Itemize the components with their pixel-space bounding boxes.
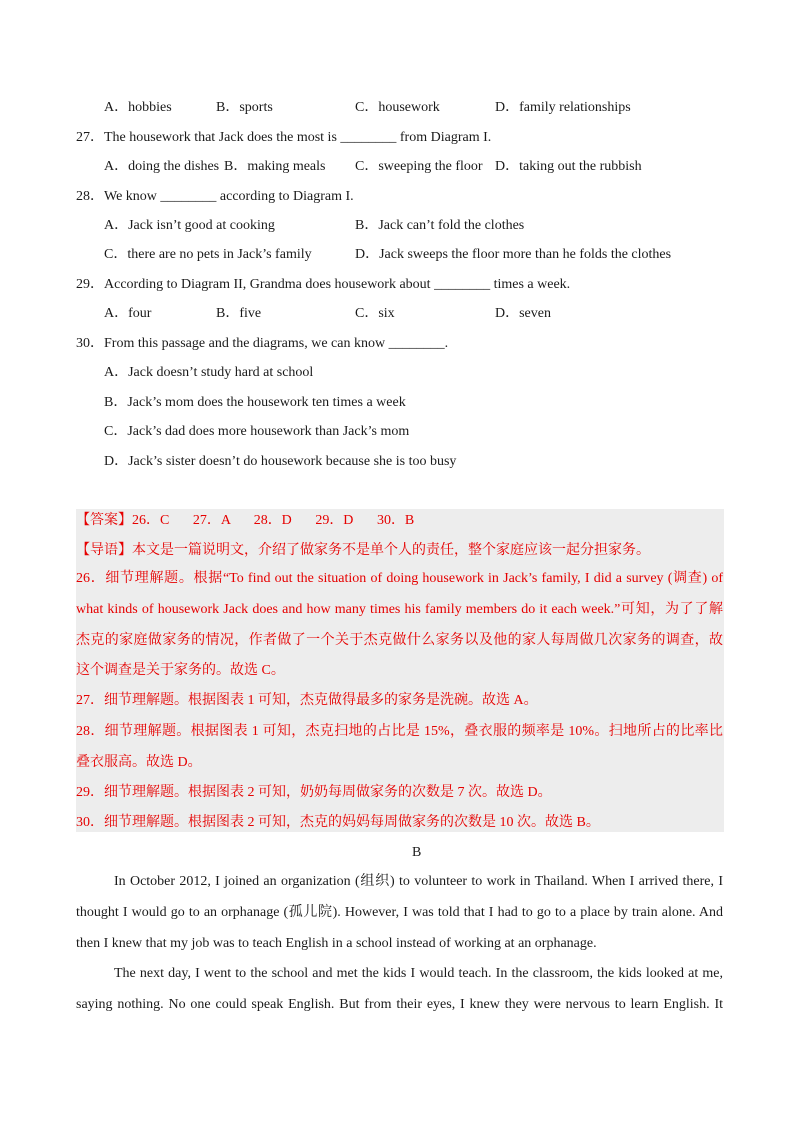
explanation-26-line-3: 杰克的家庭做家务的情况，作者做了一个关于杰克做什么家务以及他的家人每周做几次家务的调查，故 <box>76 633 723 648</box>
q27-stem: 27．The housework that Jack does the most is ________ from Diagram I. <box>76 130 492 145</box>
passage-p2-line-1: The next day, I went to the school and met the kids I would teach. In the classroom, the kids looked at me, <box>114 966 723 981</box>
q26-option-b: B．sports <box>216 100 273 115</box>
q28-option-c: C．there are no pets in Jack’s family <box>104 247 312 262</box>
explanation-26-line-1: 26．细节理解题。根据“To find out the situation of doing housework in Jack’s family, I did a survey (调查) of <box>76 571 723 586</box>
q27-option-b: B．making meals <box>224 159 326 174</box>
q26-option-d: D．family relationships <box>495 100 631 115</box>
q27-option-c: C．sweeping the floor <box>355 159 483 174</box>
guide-label: 【导语】 <box>76 543 132 558</box>
q26-option-c: C．housework <box>355 100 440 115</box>
q27-option-a: A．doing the dishes <box>104 159 220 174</box>
guide-text: 本文是一篇说明文，介绍了做家务不是单个人的责任，整个家庭应该一起分担家务。 <box>132 543 650 558</box>
q26-option-a: A．hobbies <box>104 100 172 115</box>
explanation-29: 29．细节理解题。根据图表 2 可知，奶奶每周做家务的次数是 7 次。故选 D。 <box>76 785 552 800</box>
answer-26: 26．C <box>132 513 170 528</box>
explanation-27: 27．细节理解题。根据图表 1 可知，杰克做得最多的家务是洗碗。故选 A。 <box>76 693 538 708</box>
answer-28: 28．D <box>253 513 292 528</box>
explanation-28-line-1: 28．细节理解题。根据图表 1 可知，杰克扫地的占比是 15%，叠衣服的频率是 10%。扫地所占的比率比 <box>76 724 723 739</box>
q30-option-c: C．Jack’s dad does more housework than Jack’s mom <box>104 424 410 439</box>
passage-p1-line-1: In October 2012, I joined an organization (组织) to volunteer to work in Thailand. When I arrived there, I <box>114 874 723 889</box>
explanation-26-line-2: what kinds of housework Jack does and how many times his family members do it each week.”可知，为了了解 <box>76 602 723 617</box>
q30-stem: 30．From this passage and the diagrams, we can know ________. <box>76 336 449 351</box>
q27-option-d: D．taking out the rubbish <box>495 159 642 174</box>
q28-option-a: A．Jack isn’t good at cooking <box>104 218 275 233</box>
q30-option-d: D．Jack’s sister doesn’t do housework because she is too busy <box>104 454 457 469</box>
answer-line <box>76 511 414 531</box>
explanation-28-line-2: 叠衣服高。故选 D。 <box>76 755 202 770</box>
q28-stem: 28．We know ________ according to Diagram I. <box>76 189 354 204</box>
explanation-26-line-4: 这个调查是关于家务的。故选 C。 <box>76 663 285 678</box>
passage-p1-line-2: thought I would go to an orphanage (孤儿院). However, I was told that I had to go to a place by train alone. And <box>76 905 723 920</box>
q28-option-d: D．Jack sweeps the floor more than he folds the clothes <box>355 247 672 262</box>
q29-stem: 29．According to Diagram II, Grandma does housework about ________ times a week. <box>76 277 571 292</box>
q29-option-a: A．four <box>104 306 152 321</box>
passage-p2-line-2: saying nothing. No one could speak English. But from their eyes, I knew they were nervous to learn English. It <box>76 997 723 1012</box>
section-heading: B <box>412 845 422 860</box>
passage-p1-line-3: then I knew that my job was to teach English in a school instead of working at an orphanage. <box>76 936 597 951</box>
q29-option-d: D．seven <box>495 306 551 321</box>
q30-option-a: A．Jack doesn’t study hard at school <box>104 365 314 380</box>
q29-option-c: C．six <box>355 306 395 321</box>
answer-29: 29．D <box>315 513 354 528</box>
q30-option-b: B．Jack’s mom does the housework ten times a week <box>104 395 406 410</box>
q29-option-b: B．five <box>216 306 262 321</box>
guide-line <box>76 541 650 561</box>
explanation-30: 30．细节理解题。根据图表 2 可知，杰克的妈妈每周做家务的次数是 10 次。故选 B。 <box>76 815 600 830</box>
q28-option-b: B．Jack can’t fold the clothes <box>355 218 525 233</box>
answer-label: 【答案】 <box>76 513 132 528</box>
answer-27: 27．A <box>192 513 231 528</box>
answer-30: 30．B <box>376 513 415 528</box>
